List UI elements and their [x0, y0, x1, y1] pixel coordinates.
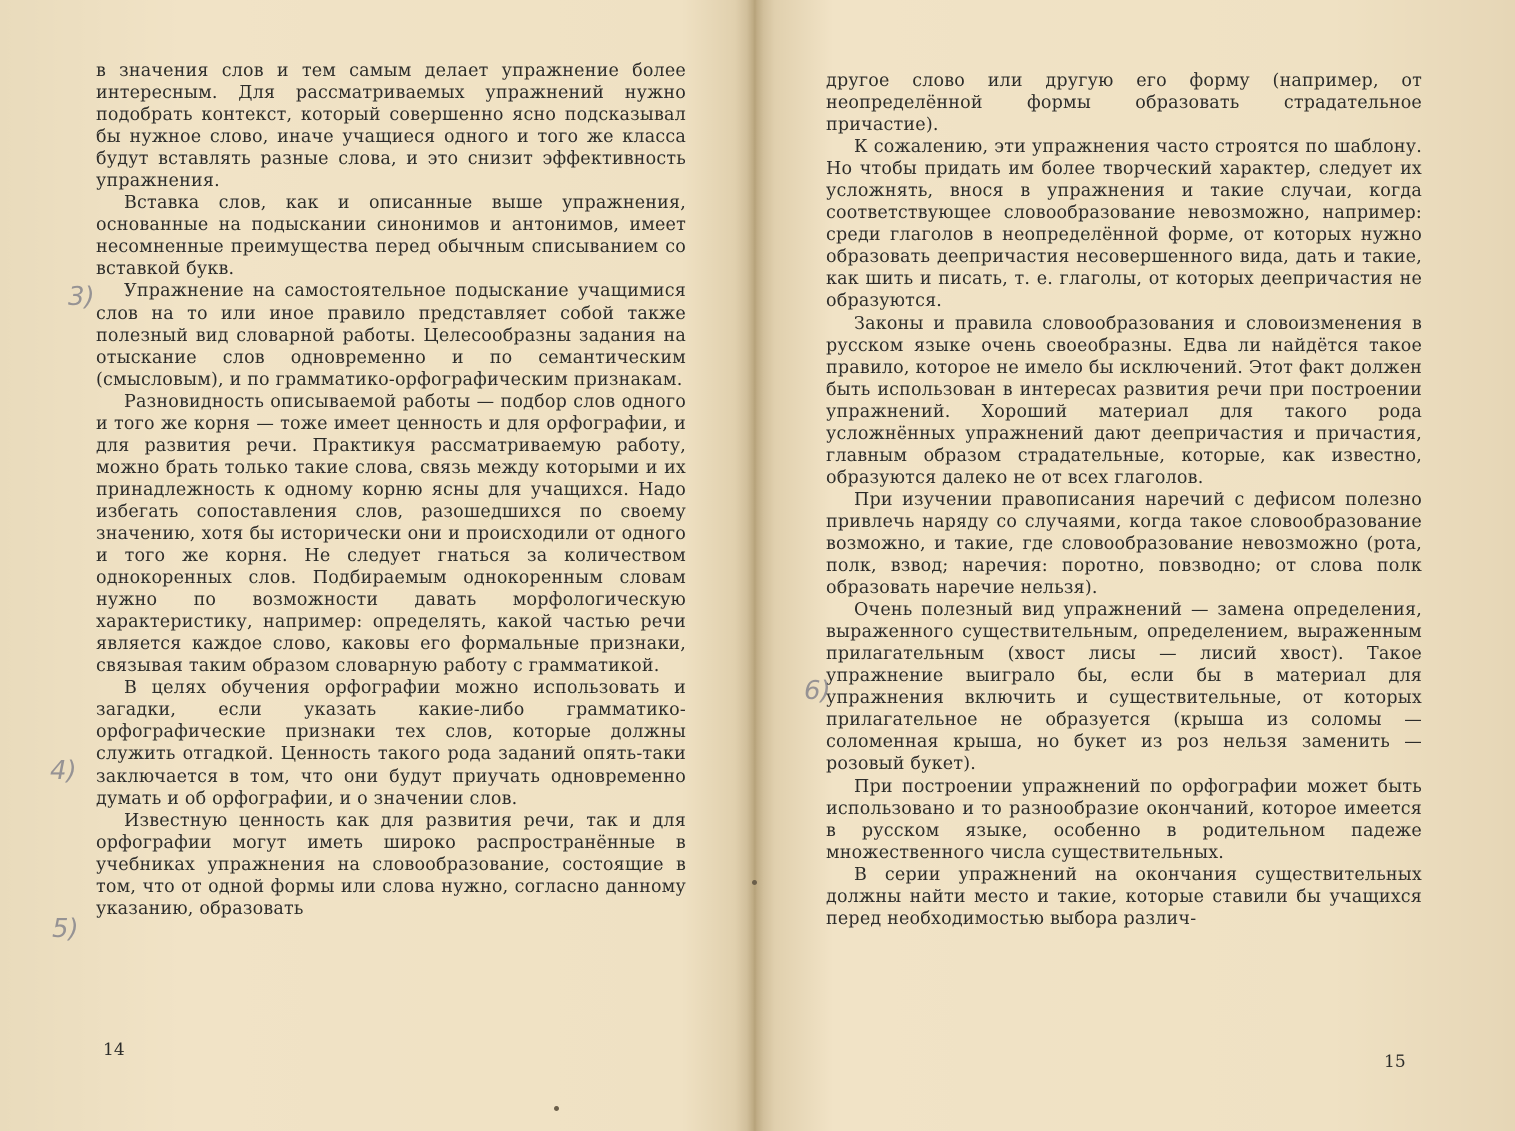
paragraph: Известную ценность как для развития речи, так и для орфографии могут иметь широко распространённые в учебниках упражнения на словообразование, состоящие в том, что от одной формы или слова нужно, согласно данному указанию, образовать [96, 810, 686, 919]
right-page-text [826, 70, 1422, 930]
paragraph: Законы и правила словообразования и словоизменения в русском языке очень своеобразны. Едва ли найдётся такое правило, которое не имело бы исключений. Этот факт должен быть использован в интересах развития речи при построении упражнений. Хороший материал для такого рода усложнённых упражнений дают деепричастия и причастия, главным образом страдательные, которые, как известно, образуются далеко не от всех глаголов. [826, 313, 1422, 488]
paragraph: Очень полезный вид упражнений — замена определения, выраженного существительным, определением, выраженным прилагательным (хвост лисы — лисий хвост). Такое упражнение выиграло бы, если бы в материал для упражнения включить и существительные, от которых прилагательное не образуется (крыша из соломы — соломенная крыша, но букет из роз нельзя заменить — розовый букет). [826, 600, 1422, 775]
paragraph: В серии упражнений на окончания существительных должны найти место и такие, которые ставили бы учащихся перед необходимостью выбора различ- [826, 864, 1422, 929]
left-page-text [96, 60, 686, 920]
left-page [0, 0, 750, 1131]
paragraph: Разновидность описываемой работы — подбор слов одного и того же корня — тоже имеет ценность и для орфографии, и для развития речи. Практикуя рассматриваемую работу, можно брать только такие слова, связь между которыми и их принадлежность к одному корню ясны для учащихся. Надо избегать сопоставления слов, разошедшихся по своему значению, хотя бы исторически они и происходили от одного и того же корня. Не следует гнаться за количеством однокоренных слов. Подбираемым однокоренным словам нужно по возможности давать морфологическую характеристику, например: определять, какой частью речи является каждое слово, каковы его формальные признаки, связывая таким образом словарную работу с грамматикой. [96, 391, 686, 677]
paragraph: Вставка слов, как и описанные выше упражнения, основанные на подыскании синонимов и антонимов, имеет несомненные преимущества перед обычным списыванием со вставкой букв. [96, 193, 686, 280]
pencil-margin-mark: 3) [68, 282, 95, 312]
pencil-margin-mark: 6) [804, 676, 831, 706]
pencil-margin-mark: 5) [52, 914, 79, 944]
paragraph: в значения слов и тем самым делает упражнение более интересным. Для рассматриваемых упражнений нужно подобрать контекст, который совершенно ясно подсказывал бы нужное слово, иначе учащиеся одного и того же класса будут вставлять разные слова, и это снизит эффективность упражнения. [96, 61, 686, 192]
paragraph: При построении упражнений по орфографии может быть использовано и то разнообразие окончаний, которое имеется в русском языке, особенно в родительном падеже множественного числа существительных. [826, 776, 1422, 863]
paragraph: Упражнение на самостоятельное подыскание учащимися слов на то или иное правило представляет собой также полезный вид словарной работы. Целесообразны задания на отыскание слов одновременно и по семантическим (смысловым), и по грамматико-орфографическим признакам. [96, 281, 686, 390]
paragraph: В целях обучения орфографии можно использовать и загадки, если указать какие-либо грамматико-орфографические признаки тех слов, которые должны служить отгадкой. Ценность такого рода заданий опять-таки заключается в том, что они будут приучать одновременно думать и об орфографии, и о значении слов. [96, 678, 686, 809]
paper-speck [554, 1106, 559, 1111]
paragraph: другое слово или другую его форму (например, от неопределённой формы образовать страдательное причастие). [826, 71, 1422, 136]
paragraph: При изучении правописания наречий с дефисом полезно привлечь наряду со случаями, когда такое словообразование возможно, и такие, где словообразование невозможно (рота, полк, взвод; наречия: поротно, повзводно; от слова полк образовать наречие нельзя). [826, 489, 1422, 599]
page-number: 15 [1384, 1052, 1406, 1072]
pencil-margin-mark: 4) [50, 756, 77, 786]
paragraph: К сожалению, эти упражнения часто строятся по шаблону. Но чтобы придать им более творческий характер, следует их усложнять, внося в упражнения и такие случаи, когда соответствующее словообразование невозможно, например: среди глаголов в неопределённой форме, от которых нужно образовать деепричастия несовершенного вида, дать и такие, как шить и писать, т. е. глаголы, от которых деепричастия не образуются. [826, 137, 1422, 312]
paper-speck [752, 880, 757, 885]
page-number: 14 [103, 1040, 125, 1060]
